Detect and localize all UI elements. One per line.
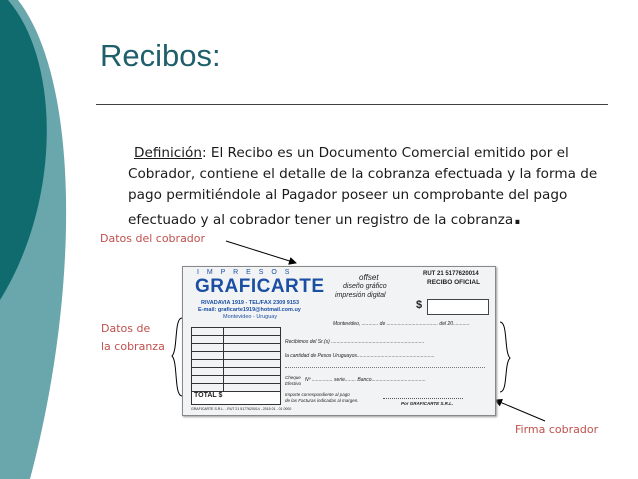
title-divider xyxy=(96,104,608,105)
definition-line-1: : El Recibo es un Documento Comercial emitido por el xyxy=(201,145,569,161)
receipt-footer: GRAFICARTE S.R.L. - RUT 21 5177620014 - 2015 01 - 01 0000 xyxy=(191,407,292,411)
receipt-grid-divider xyxy=(223,327,224,391)
receipt-rut: RUT 21 5177620014 xyxy=(423,271,479,277)
receipt-por-graficarte: Por GRAFICARTE S.R.L. xyxy=(401,401,454,406)
definition-paragraph xyxy=(128,143,623,231)
slide-title: Recibos: xyxy=(100,38,221,73)
receipt-cheque-line: Nº ............... serie........ Banco....................................... xyxy=(305,377,426,383)
receipt-recibo-oficial: RECIBO OFICIAL xyxy=(427,279,481,286)
receipt-address: RIVADAVIA 1919 - TEL/FAX 2309 9153 xyxy=(201,300,300,306)
receipt-offset: offset xyxy=(359,273,379,282)
label-datos-cobrador: Datos del cobrador xyxy=(100,232,206,245)
receipt-importe-line2: de las Facturas indicadas al margen. xyxy=(285,398,359,403)
label-datos-cobranza-line1: Datos de xyxy=(101,322,151,335)
definition-end-mark: . xyxy=(513,205,522,230)
label-datos-cobranza-line2: la cobranza xyxy=(101,340,165,353)
definition-line-3: pago permitiéndole al Pagador poseer un comprobante del pago xyxy=(128,187,568,203)
receipt-date-line: Montevideo, ............ de ..................................... del 20............ xyxy=(333,321,470,327)
receipt-diseno: diseño gráfico xyxy=(343,283,387,290)
receipt-total-label: TOTAL $ xyxy=(194,392,223,399)
receipt-impresion: impresión digital xyxy=(335,292,386,299)
receipt-city: Montevideo - Uruguay xyxy=(223,314,278,320)
receipt-currency: $ xyxy=(416,299,423,311)
decorative-side-band xyxy=(0,0,70,479)
right-brace xyxy=(500,322,510,392)
receipt-amount-box xyxy=(427,299,489,315)
receipt-cheque-label: Cheque xyxy=(285,375,301,380)
receipt-image xyxy=(182,266,496,416)
receipt-email: E-mail: graficarte1919@hotmail.com.uy xyxy=(198,307,301,313)
receipt-invoice-grid xyxy=(191,327,281,393)
receipt-efectivo-label: Efectivo xyxy=(285,381,302,386)
receipt-signature-line xyxy=(383,398,463,399)
receipt-brand: GRAFICARTE xyxy=(195,276,325,297)
arrow-to-firma xyxy=(495,400,545,421)
label-firma-cobrador: Firma cobrador xyxy=(515,423,599,436)
left-brace xyxy=(172,318,182,396)
definition-term: Definición xyxy=(134,145,202,161)
receipt-importe-line1: Importe correspondiente al pago xyxy=(285,392,350,397)
definition-line-2: Cobrador, contiene el detalle de la cobranza efectuada y la forma de xyxy=(128,166,598,182)
arrow-to-cobrador xyxy=(226,241,296,263)
receipt-header-letters: I M P R E S O S xyxy=(197,269,293,276)
receipt-cantidad-line: la cantidad de Pesos Uruguayos........................................................ xyxy=(285,353,435,359)
receipt-blank-line xyxy=(285,367,485,368)
receipt-recibimos-line: Recibimos del Sr.(s) ................................................................... xyxy=(285,339,425,345)
definition-line-4: efectuado y al cobrador tener un registro de la cobranza xyxy=(128,212,514,228)
